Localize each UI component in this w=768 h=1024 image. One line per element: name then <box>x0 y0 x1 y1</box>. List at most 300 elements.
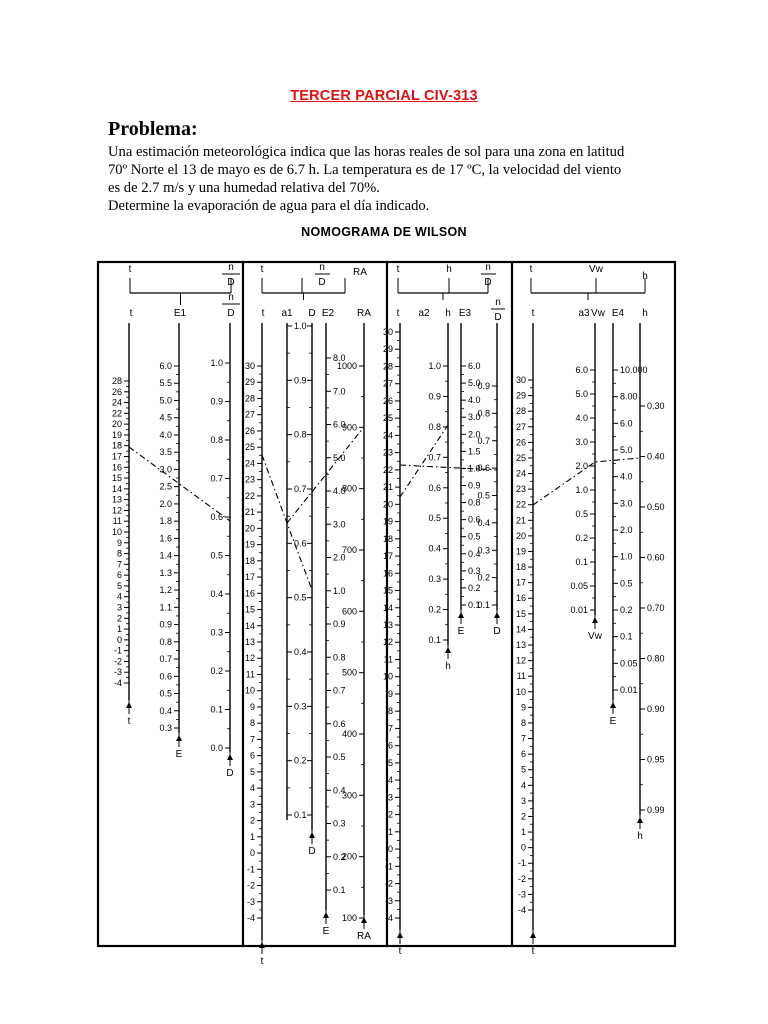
p1-n-scale-label: 1.0 <box>210 358 223 368</box>
p2-header-RA: RA <box>353 267 367 278</box>
p1-t-scale-label: 26 <box>111 386 122 397</box>
p3-axis-E3: E3 <box>458 308 472 319</box>
p1-t-scale-label: 22 <box>111 408 122 419</box>
p3-e3-scale-label: 1.5 <box>468 446 481 457</box>
p3-e3-scale-label: 0.1 <box>468 600 481 610</box>
p2-header-D: D <box>318 277 326 288</box>
p4-vw-scale-label: 1.0 <box>575 485 588 495</box>
p3-n-scale-label: 0.3 <box>477 545 490 556</box>
p2-t-scale-label: 7 <box>249 734 255 745</box>
p1-n-scale-label: 0.6 <box>210 512 223 522</box>
p3-axis-a2: a2 <box>418 308 430 319</box>
p3-t-scale-label: 2 <box>387 809 393 820</box>
p3-t-scale-label: 7 <box>387 723 393 734</box>
p1-e1-scale-label: 1.6 <box>159 533 172 544</box>
p2-ra-scale-label: 400 <box>341 729 357 739</box>
p3-h-scale-label: 0.8 <box>428 421 441 432</box>
p4-t-scale-label: 18 <box>515 562 526 573</box>
p4-vw-scale-label: 0.1 <box>575 557 588 567</box>
p2-a1-scale-label: 0.7 <box>294 484 307 494</box>
p1-n-scale-label: 0.7 <box>210 473 223 484</box>
p1-t-scale-label: -3 <box>113 667 122 678</box>
p3-t-scale-label: 4 <box>387 775 393 786</box>
p1-axis-n: n <box>228 292 234 303</box>
p2-d-scale-arrowhead <box>309 832 315 838</box>
p4-e4-scale-foot-label: E <box>609 716 617 727</box>
p3-e3-scale-label: 0.2 <box>468 582 481 593</box>
p2-t-scale-label: 13 <box>244 637 255 647</box>
p2-t-scale-label: 3 <box>249 799 255 810</box>
p4-t-scale-label: 10 <box>515 686 526 697</box>
p1-e1-scale-label: 5.5 <box>159 378 172 389</box>
p3-h-scale-label: 0.9 <box>428 391 441 402</box>
p2-ra-scale-label: 300 <box>341 790 357 801</box>
p4-e4-scale-label: 1.0 <box>620 551 633 562</box>
p4-vw-scale-label: 0.01 <box>570 605 588 615</box>
p4-t-scale-label: 27 <box>515 421 526 432</box>
p4-h-scale-label: 0.60 <box>647 552 665 563</box>
p3-e3-scale-label: 0.9 <box>468 480 481 491</box>
p3-h-scale-label: 0.3 <box>428 574 441 585</box>
p2-ra-scale-label: 600 <box>341 606 357 617</box>
p1-t-scale-label: 8 <box>116 548 122 559</box>
p4-vw-scale-label: 6.0 <box>575 365 588 375</box>
p4-e4-scale-label: 6.0 <box>620 418 633 429</box>
p3-t-scale-label: 12 <box>382 637 393 648</box>
p1-t-scale-label: 1 <box>116 624 122 635</box>
p2-e2-scale-label: 0.4 <box>333 785 346 796</box>
p1-t-scale-label: 19 <box>111 429 122 440</box>
p4-e4-scale-label: 8.00 <box>620 391 638 402</box>
p3-t-scale-label: -4 <box>384 913 393 923</box>
p3-n-scale-label: 0.5 <box>477 490 490 501</box>
p4-t-scale-label: 28 <box>515 406 526 417</box>
p2-e2-scale-label: 7.0 <box>333 386 346 397</box>
p4-t-scale-label: 22 <box>515 499 526 510</box>
p4-t-scale-label: 26 <box>515 437 526 448</box>
p2-e2-scale-label: 5.0 <box>333 452 346 463</box>
p2-t-scale-label: 20 <box>244 523 255 534</box>
p1-t-scale-label: 24 <box>111 397 122 408</box>
p2-e2-scale-label: 3.0 <box>333 519 346 530</box>
p3-e3-scale-arrowhead <box>458 612 464 618</box>
p4-axis-t: t <box>531 308 535 319</box>
p3-t-scale-label: 23 <box>382 447 393 458</box>
p3-t-scale-label: 17 <box>382 551 393 562</box>
p1-e1-scale-foot-label: E <box>175 749 183 760</box>
p3-n-scale-label: 0.6 <box>477 463 490 474</box>
p4-e4-scale-label: 4.0 <box>620 471 633 482</box>
p4-t-scale-label: 11 <box>516 671 526 682</box>
p2-e2-scale-label: 0.3 <box>333 818 346 829</box>
nomogram-labels <box>112 262 665 967</box>
p2-t-scale-label: -2 <box>246 880 255 891</box>
p1-e1-scale-label: 1.1 <box>159 602 172 613</box>
p2-e2-scale-label: 0.8 <box>333 652 346 663</box>
p4-vw-scale-label: 2.0 <box>575 461 588 471</box>
p1-n-scale-label: 0.0 <box>210 743 223 753</box>
p4-h-scale-label: 0.90 <box>647 704 665 714</box>
p1-e1-scale-label: 2.0 <box>159 498 172 509</box>
p4-vw-scale-label: 4.0 <box>575 413 588 423</box>
p1-t-scale-label: 9 <box>116 537 122 548</box>
p4-t-scale-label: 9 <box>520 702 526 713</box>
p1-t-scale-label: 0 <box>116 634 122 645</box>
p4-h-scale-label: 0.95 <box>647 754 665 765</box>
p4-t-scale-label: 8 <box>520 717 526 728</box>
p2-e2-scale-label: 0.9 <box>333 619 346 629</box>
p2-axis-D: D <box>308 308 316 319</box>
p3-n-scale-label: 0.8 <box>477 408 490 419</box>
p3-n-scale-label: 0.1 <box>477 600 490 610</box>
p4-t-scale-label: 20 <box>515 530 526 541</box>
p1-t-scale-label: 6 <box>116 570 122 581</box>
p1-t-scale-arrowhead <box>126 702 132 708</box>
p2-t-scale-label: -4 <box>246 913 255 923</box>
p3-t-scale-label: 30 <box>382 327 393 337</box>
p4-e4-scale-label: 0.01 <box>620 685 638 695</box>
p4-e4-scale-label: 10.000 <box>620 365 648 375</box>
p1-t-scale-label: 12 <box>111 505 122 516</box>
p1-t-scale-label: 7 <box>116 559 122 570</box>
p2-d-scale-foot-label: D <box>308 846 316 857</box>
p4-h-scale-label: 0.80 <box>647 653 665 664</box>
p4-t-scale-foot-label: t <box>531 946 535 957</box>
p4-h-scale-foot-label: h <box>637 831 643 842</box>
p1-header-n: n <box>228 262 234 273</box>
p2-ra-scale-label: 100 <box>341 913 357 923</box>
p4-vw-scale-label: 0.05 <box>570 581 588 591</box>
p1-e1-scale-label: 0.5 <box>159 688 172 699</box>
p2-e2-scale-label: 0.2 <box>333 851 346 862</box>
p4-t-scale-label: 30 <box>515 375 526 385</box>
p4-t-scale-label: 14 <box>515 624 526 635</box>
p3-t-scale-label: 28 <box>382 361 393 372</box>
p2-t-scale-label: 6 <box>249 750 255 761</box>
p3-t-scale-label: 14 <box>382 602 393 613</box>
p1-axis-t: t <box>129 308 133 319</box>
p3-e3-scale-foot-label: E <box>457 626 465 637</box>
document-title: TERCER PARCIAL CIV-313 <box>290 88 478 104</box>
p3-e3-scale-label: 0.5 <box>468 531 481 542</box>
p1-e1-scale-label: 4.5 <box>159 412 172 423</box>
p4-t-scale-label: 2 <box>520 811 526 822</box>
p3-t-scale-label: 0 <box>387 844 393 855</box>
p4-t-scale-label: 16 <box>515 593 526 604</box>
p3-axis-D: D <box>494 312 502 323</box>
p3-h-scale-arrowhead <box>445 647 451 653</box>
p3-axis-n: n <box>495 297 501 308</box>
p4-vw-scale-label: 0.2 <box>575 533 588 543</box>
p4-t-scale-label: 3 <box>520 795 526 806</box>
p4-t-scale-label: 6 <box>520 749 526 760</box>
p3-e3-scale-label: 4.0 <box>468 395 481 406</box>
p4-h-scale-label: 0.70 <box>647 603 665 613</box>
p4-t-scale-label: 0 <box>520 842 526 853</box>
p2-t-scale-label: 9 <box>249 701 255 712</box>
p1-e1-scale-label: 2.5 <box>159 481 172 492</box>
p2-t-scale-label: 29 <box>244 377 255 388</box>
p1-e1-scale-label: 3.0 <box>159 464 172 475</box>
problem-line-1: Una estimación meteorológica indica que las horas reales de sol para una zona en latitud <box>108 144 625 160</box>
p1-header-D: D <box>227 277 235 288</box>
p4-vw-scale-label: 3.0 <box>575 437 588 447</box>
p1-header-t: t <box>128 264 132 275</box>
p1-e1-scale-arrowhead <box>176 735 182 741</box>
p2-e2-scale-label: 0.6 <box>333 718 346 729</box>
p2-t-scale-label: 5 <box>249 766 255 777</box>
p3-t-scale-label: 29 <box>382 344 393 355</box>
p2-a1-scale-label: 0.8 <box>294 429 307 440</box>
p1-t-scale-label: 5 <box>116 580 122 591</box>
p2-a1-scale-label: 0.2 <box>294 755 307 766</box>
p3-t-scale-label: 19 <box>382 516 393 527</box>
p4-vw-scale-label: 0.5 <box>575 509 588 519</box>
p2-t-scale-label: -1 <box>246 864 255 875</box>
p2-e2-scale-label: 1.0 <box>333 585 346 596</box>
p4-t-scale-label: 4 <box>520 780 526 791</box>
p3-t-scale-label: 10 <box>382 671 393 682</box>
p4-t-scale-label: 23 <box>515 484 526 495</box>
p1-t-scale-label: 4 <box>116 591 122 602</box>
p4-axis-h: h <box>642 308 648 319</box>
p4-axis-E4: E4 <box>611 308 625 319</box>
p4-vw-scale-label: 5.0 <box>575 389 588 399</box>
p2-t-scale-label: 28 <box>244 393 255 404</box>
p4-t-scale-label: 7 <box>520 733 526 744</box>
p1-t-scale-label: -4 <box>113 678 122 688</box>
p3-t-scale-label: 16 <box>382 568 393 579</box>
p4-t-scale-label: 25 <box>515 452 526 463</box>
p2-ra-scale-label: 900 <box>341 422 357 433</box>
p2-e2-scale-label: 0.7 <box>333 685 346 696</box>
p2-t-scale-foot-label: t <box>260 956 264 967</box>
p1-n-scale-label: 0.5 <box>210 550 223 561</box>
p3-e3-scale-label: 0.6 <box>468 514 481 525</box>
p4-t-scale-label: 5 <box>520 764 526 775</box>
p4-t-scale-arrowhead <box>530 932 536 938</box>
p1-axis-D: D <box>227 308 235 319</box>
p2-t-scale-label: 0 <box>249 848 255 859</box>
p2-a1-scale-label: 1.0 <box>294 321 307 331</box>
p1-n-scale-foot-label: D <box>226 768 234 779</box>
p3-h-scale-label: 0.4 <box>428 543 441 554</box>
p2-t-scale-label: 8 <box>249 718 255 729</box>
p3-n-scale-label: 0.2 <box>477 572 490 583</box>
p1-t-scale-foot-label: t <box>127 716 131 727</box>
p1-t-scale-label: 20 <box>111 419 122 430</box>
p4-e4-scale-label: 0.2 <box>620 605 633 615</box>
p2-t-scale-label: 21 <box>244 507 255 518</box>
p3-e3-scale-label: 6.0 <box>468 361 481 371</box>
p2-t-scale-label: 22 <box>244 490 255 501</box>
p4-t-scale-label: 12 <box>515 655 526 666</box>
p4-header-t: t <box>529 264 533 275</box>
p1-e1-scale-label: 0.7 <box>159 654 172 665</box>
p4-e4-scale-label: 5.0 <box>620 445 633 455</box>
p4-h-scale-label: 0.50 <box>647 502 665 512</box>
p2-axis-t: t <box>261 308 265 319</box>
p3-t-scale-label: 25 <box>382 413 393 424</box>
p3-t-scale-label: 21 <box>382 482 393 493</box>
p4-t-scale-label: 15 <box>515 608 526 619</box>
p1-n-scale-label: 0.2 <box>210 666 223 676</box>
p4-t-scale-label: -4 <box>517 905 526 915</box>
p1-t-scale-label: 14 <box>111 483 122 494</box>
p4-t-scale-label: 17 <box>515 577 526 588</box>
p1-e1-scale-label: 1.2 <box>159 585 172 596</box>
p4-t-scale-label: 24 <box>515 468 526 479</box>
p1-n-scale-arrowhead <box>227 754 233 760</box>
p2-a1-scale-label: 0.9 <box>294 375 307 386</box>
p2-axis-a1: a1 <box>281 308 293 319</box>
p3-t-scale-label: 27 <box>382 378 393 389</box>
p3-t-scale-label: 9 <box>387 688 393 699</box>
p2-t-scale-label: 4 <box>249 783 255 794</box>
p2-t-scale-label: 19 <box>244 539 255 550</box>
p4-e4-scale-label: 3.0 <box>620 498 633 509</box>
p4-t-scale-label: 13 <box>515 640 526 650</box>
p2-header-t: t <box>260 264 264 275</box>
p3-n-scale-foot-label: D <box>493 626 501 637</box>
p3-e3-scale-label: 0.3 <box>468 565 481 576</box>
p1-t-scale-label: 13 <box>111 494 122 505</box>
p3-h-scale-label: 0.5 <box>428 513 441 524</box>
p4-t-scale-label: -3 <box>517 889 526 900</box>
problem-heading: Problema: <box>108 118 198 140</box>
p3-header-D: D <box>484 277 492 288</box>
p3-header-t: t <box>396 264 400 275</box>
p3-n-scale-label: 0.4 <box>477 517 490 528</box>
p2-ra-scale-foot-label: RA <box>357 931 371 942</box>
p2-axis-RA: RA <box>357 308 371 319</box>
problem-line-3: es de 2.7 m/s y una humedad relativa del 70%. <box>108 180 380 196</box>
p2-t-scale-label: 27 <box>244 409 255 420</box>
p4-header-Vw: Vw <box>589 264 603 275</box>
p2-e2-scale-label: 6.0 <box>333 419 346 430</box>
p1-n-scale-label: 0.4 <box>210 589 223 599</box>
p3-t-scale-label: 15 <box>382 585 393 596</box>
p2-ra-scale-label: 200 <box>341 851 357 862</box>
p1-e1-scale-label: 4.0 <box>159 429 172 440</box>
p4-e4-scale-label: 0.1 <box>620 631 633 642</box>
p1-e1-scale-label: 6.0 <box>159 361 172 371</box>
problem-line-4: Determine la evaporación de agua para el día indicado. <box>108 198 430 214</box>
p3-n-scale-arrowhead <box>494 612 500 618</box>
p3-e3-scale-label: 2.0 <box>468 429 481 440</box>
p4-h-scale-label: 0.30 <box>647 401 665 411</box>
p2-t-scale-label: -3 <box>246 896 255 907</box>
p1-t-scale-label: 11 <box>112 516 122 527</box>
p4-e4-scale-label: 2.0 <box>620 525 633 535</box>
p1-e1-scale-label: 1.8 <box>159 516 172 527</box>
p2-e2-scale-label: 8.0 <box>333 353 346 363</box>
p2-ra-scale-label: 700 <box>341 545 357 555</box>
p1-t-scale-label: 3 <box>116 602 122 613</box>
p3-axis-h: h <box>445 308 451 319</box>
p3-h-scale-foot-label: h <box>445 661 451 672</box>
p3-e3-scale-label: 5.0 <box>468 378 481 389</box>
p4-vw-scale-arrowhead <box>592 617 598 623</box>
p2-t-scale-label: 12 <box>244 653 255 664</box>
p3-t-scale-label: -1 <box>384 861 393 872</box>
p2-axis-E2: E2 <box>321 308 335 319</box>
p4-h-scale-arrowhead <box>637 817 643 823</box>
p1-n-scale-label: 0.9 <box>210 396 223 407</box>
p4-vw-scale-foot-label: Vw <box>588 631 602 642</box>
p3-t-scale-label: 26 <box>382 395 393 406</box>
p3-t-scale-label: -3 <box>384 895 393 906</box>
p2-a1-scale-label: 0.5 <box>294 592 307 603</box>
p2-a1-scale-label: 0.4 <box>294 647 307 657</box>
p4-header-h: h <box>642 271 648 282</box>
p1-e1-scale-label: 3.5 <box>159 447 172 458</box>
p3-t-scale-label: 3 <box>387 792 393 803</box>
p3-n-scale-label: 0.7 <box>477 435 490 446</box>
p3-t-scale-label: 8 <box>387 706 393 717</box>
p2-t-scale-label: 23 <box>244 474 255 485</box>
p4-e4-scale-label: 0.05 <box>620 658 638 669</box>
p2-t-scale-label: 30 <box>244 361 255 371</box>
p2-t-scale-label: 14 <box>244 620 255 631</box>
p2-ra-scale-label: 800 <box>341 483 357 494</box>
p2-t-scale-label: 26 <box>244 425 255 436</box>
p1-t-scale-label: -1 <box>113 645 122 656</box>
p2-t-scale-label: 18 <box>244 555 255 566</box>
p2-ra-scale-label: 1000 <box>336 361 357 371</box>
p4-t-scale-label: 19 <box>515 546 526 557</box>
p3-e3-scale-label: 1.0 <box>468 463 481 474</box>
p3-t-scale-label: 18 <box>382 533 393 544</box>
p3-h-scale-label: 1.0 <box>428 361 441 371</box>
nomogram-title: NOMOGRAMA DE WILSON <box>301 225 467 239</box>
problem-line-2: 70º Norte el 13 de mayo es de 6.7 h. La temperatura es de 17 ºC, la velocidad del viento <box>108 162 622 178</box>
p3-t-scale-label: 20 <box>382 499 393 510</box>
p4-e4-scale-label: 0.5 <box>620 578 633 589</box>
p1-e1-scale-label: 5.0 <box>159 395 172 406</box>
p1-e1-scale-label: 1.4 <box>159 550 172 561</box>
p2-t-scale-label: 17 <box>244 572 255 583</box>
p3-t-scale-label: 5 <box>387 757 393 768</box>
p3-h-scale-label: 0.7 <box>428 452 441 463</box>
p1-t-scale-label: 2 <box>116 613 122 624</box>
p4-t-scale-label: 29 <box>515 390 526 401</box>
p3-axis-t: t <box>396 308 400 319</box>
p3-t-scale-label: 24 <box>382 430 393 441</box>
p2-ra-scale-label: 500 <box>341 667 357 678</box>
p4-h-scale-label: 0.99 <box>647 805 665 815</box>
p4-t-scale-label: 21 <box>515 515 526 526</box>
p1-e1-scale-label: 0.3 <box>159 723 172 733</box>
p2-e2-scale-label: 2.0 <box>333 552 346 563</box>
p2-t-scale-label: 11 <box>245 669 255 680</box>
p3-e3-scale-label: 0.8 <box>468 497 481 508</box>
p3-t-scale-label: -2 <box>384 878 393 889</box>
p1-t-scale-label: 15 <box>111 473 122 484</box>
p3-t-scale-label: 6 <box>387 740 393 751</box>
p3-header-h: h <box>446 264 452 275</box>
p2-e2-scale-label: 0.5 <box>333 752 346 762</box>
p4-e4-scale-arrowhead <box>610 702 616 708</box>
p3-t-scale-foot-label: t <box>398 946 402 957</box>
p2-a1-scale-label: 0.3 <box>294 701 307 712</box>
p2-t-scale-label: 2 <box>249 815 255 826</box>
p2-a1-scale-label: 0.1 <box>294 810 307 820</box>
p2-t-scale-label: 24 <box>244 458 255 469</box>
p3-t-scale-arrowhead <box>397 932 403 938</box>
p4-axis-Vw: Vw <box>591 308 605 319</box>
p1-e1-scale-label: 0.6 <box>159 671 172 682</box>
